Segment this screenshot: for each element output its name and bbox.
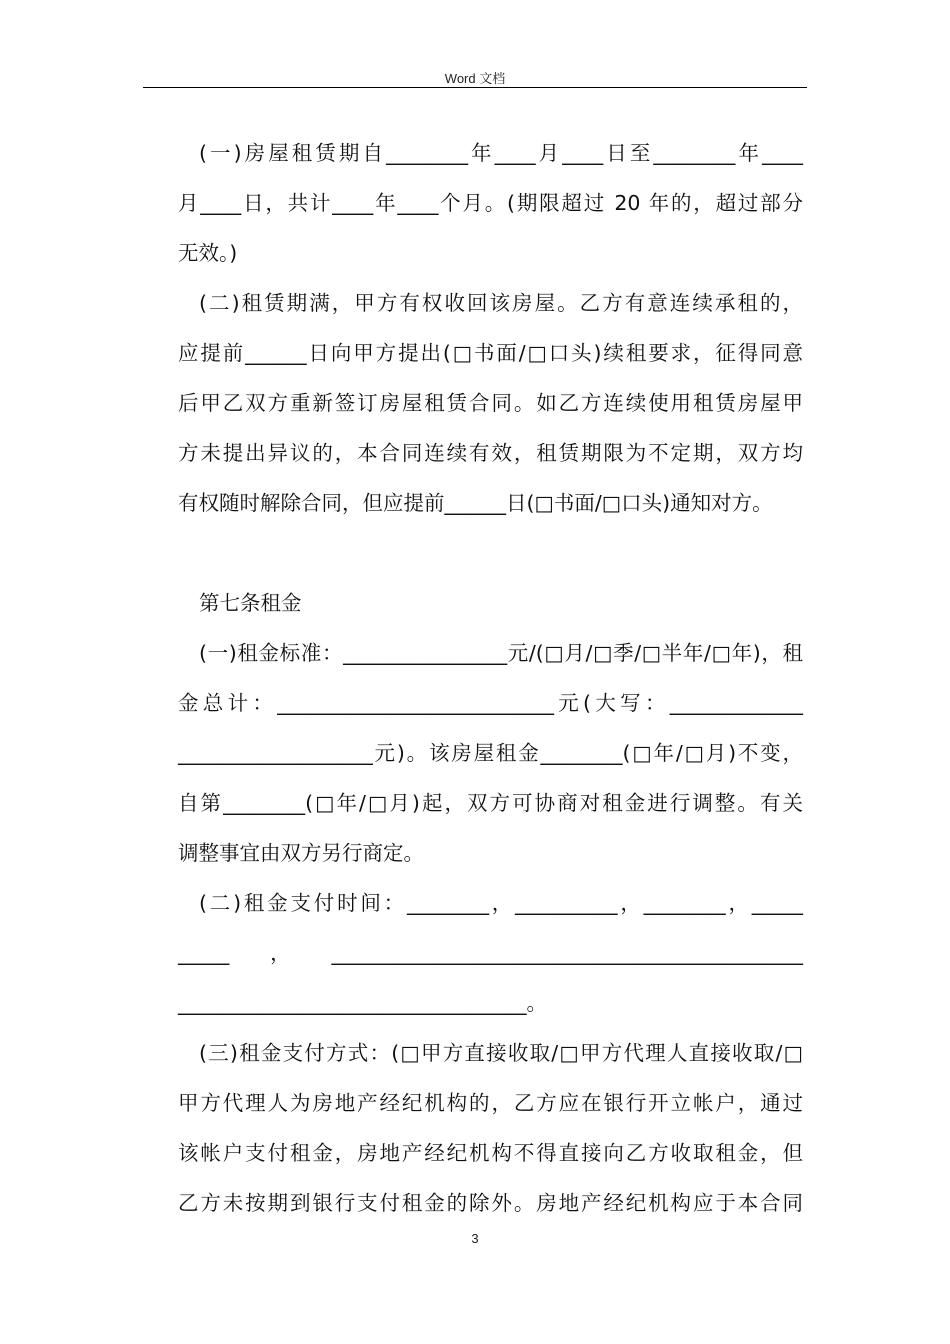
page-footer xyxy=(0,1231,950,1246)
paragraph-5-line-2: 甲方代理人为房地产经纪机构的，乙方应在银行开立帐户，通过 xyxy=(178,1091,803,1115)
paragraph-3-line-3: ___________________元)。该房屋租金________(□年/□月)不变， xyxy=(178,741,803,765)
page-number: 3 xyxy=(471,1231,479,1246)
paragraph-5-line-1: (三)租金支付方式：(□甲方直接收取/□甲方代理人直接收取/□ xyxy=(199,1041,803,1065)
paragraph-4-line-1: (二)租金支付时间：________，__________，________，_____ xyxy=(199,891,803,915)
paragraph-4-line-3: __________________________________。 xyxy=(178,991,547,1015)
paragraph-3-line-1: (一)租金标准：________________元/(□月/□季/□半年/□年)，租 xyxy=(199,641,803,665)
paragraph-2-line-4: 方未提出异议的，本合同连续有效，租赁期限为不定期，双方均 xyxy=(178,441,803,465)
section-heading-article-7: 第七条租金 xyxy=(199,591,302,615)
paragraph-2-line-5: 有权随时解除合同，但应提前______日(□书面/□口头)通知对方。 xyxy=(178,491,773,515)
page-header xyxy=(0,68,950,87)
header-rule xyxy=(143,87,807,88)
paragraph-5-line-4: 乙方未按期到银行支付租金的除外。房地产经纪机构应于本合同 xyxy=(178,1191,803,1215)
header-title: Word 文档 xyxy=(444,71,506,86)
paragraph-1-line-2: 月____日，共计____年____个月。(期限超过 20 年的，超过部分 xyxy=(178,191,803,215)
paragraph-1-line-3: 无效。) xyxy=(178,241,238,265)
blank-line xyxy=(178,528,803,578)
paragraph-2-line-3: 后甲乙双方重新签订房屋租赁合同。如乙方连续使用租赁房屋甲 xyxy=(178,391,803,415)
paragraph-3-line-5: 调整事宜由双方另行商定。 xyxy=(178,841,424,865)
paragraph-1-line-1: (一)房屋租赁期自________年____月____日至________年____ xyxy=(199,141,803,165)
document-body xyxy=(178,128,803,1228)
paragraph-5-line-3: 该帐户支付租金，房地产经纪机构不得直接向乙方收取租金，但 xyxy=(178,1141,803,1165)
paragraph-2-line-2: 应提前______日向甲方提出(□书面/□口头)续租要求，征得同意 xyxy=(178,341,803,365)
paragraph-4-line-2: _____，______________________________________________ xyxy=(178,941,803,965)
paragraph-2-line-1: (二)租赁期满，甲方有权收回该房屋。乙方有意连续承租的， xyxy=(199,291,803,315)
paragraph-3-line-2: 金总计：___________________________元(大写：_____________ xyxy=(178,691,803,715)
paragraph-3-line-4: 自第________(□年/□月)起，双方可协商对租金进行调整。有关 xyxy=(178,791,803,815)
